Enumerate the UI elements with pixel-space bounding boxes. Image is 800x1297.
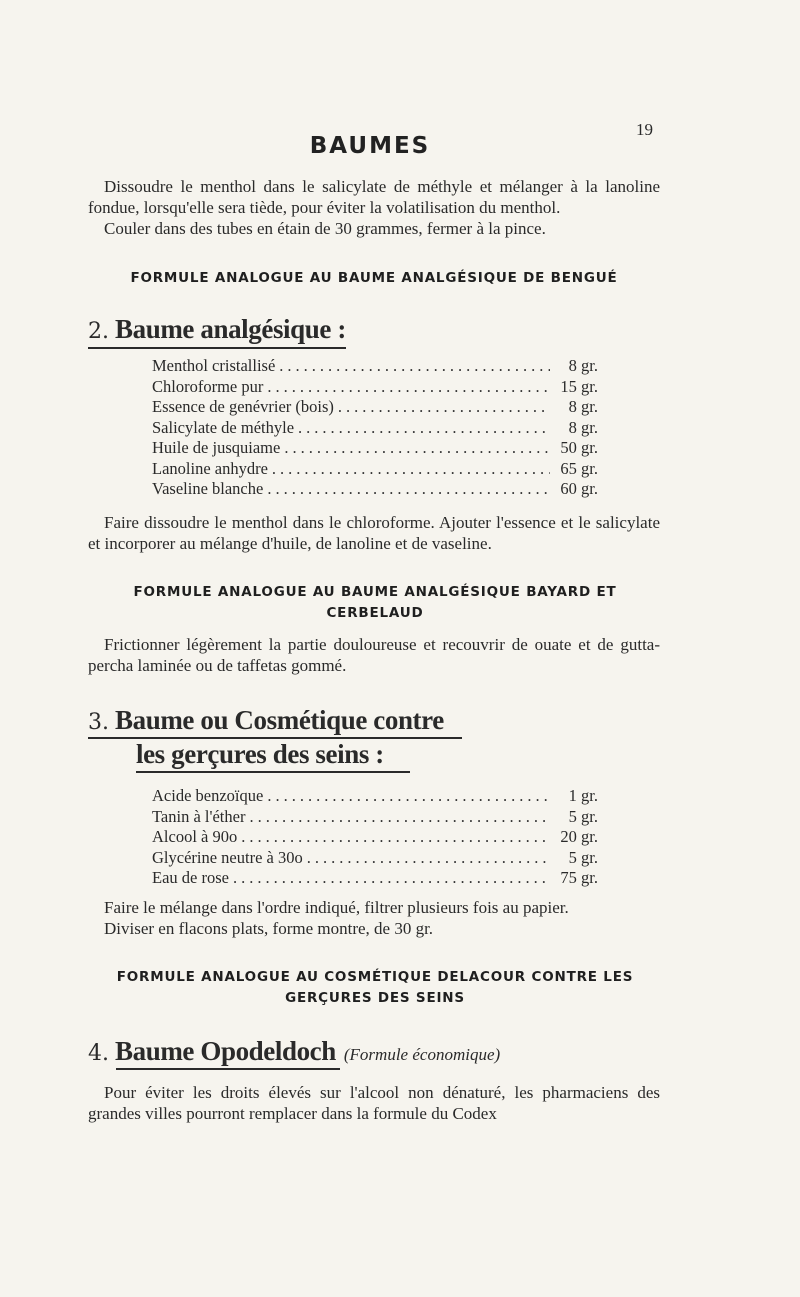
page-number: 19 <box>636 120 653 139</box>
ingredient-name: Glycérine neutre à 30o <box>152 847 303 867</box>
section-4-title: 4. Baume Opodeldoch (Formule économique) <box>88 1036 501 1066</box>
section2-ingredient-row <box>152 377 598 398</box>
ingredient-quantity: 8 gr. <box>568 417 598 437</box>
section-3-text <box>88 897 660 939</box>
ingredient-quantity: 8 gr. <box>568 397 598 416</box>
section-3-paragraph-2: Diviser en flacons plats, forme montre, de 30 gr. <box>104 919 434 938</box>
dot-leader <box>272 459 550 480</box>
section-4-subtitle: (Formule économique) <box>343 1045 501 1064</box>
dot-leader <box>267 377 550 398</box>
section3-ingredient-row <box>152 786 598 807</box>
dot-leader <box>241 827 550 848</box>
ingredient-quantity: 15 gr. <box>560 376 598 396</box>
ingredient-quantity: 65 gr. <box>560 458 598 478</box>
section-2-number: 2. <box>88 319 109 344</box>
section3-ingredient-row <box>152 868 598 889</box>
ingredient-name: Lanoline anhydre <box>152 458 268 478</box>
section-3-title-line-1: 3. Baume ou Cosmétique contre <box>88 705 444 735</box>
section-4-underline <box>116 1068 340 1070</box>
ingredient-name: Tanin à l'éther <box>152 806 246 826</box>
ingredient-quantity: 60 gr. <box>560 479 598 498</box>
ingredient-quantity: 75 gr. <box>560 868 598 887</box>
intro-paragraph-2: Couler dans des tubes en étain de 30 grammes, fermer à la pince. <box>104 219 546 238</box>
section-3-underline-2 <box>136 771 410 773</box>
dot-leader <box>249 807 550 828</box>
section2-ingredient-row <box>152 418 598 439</box>
ingredient-name: Chloroforme pur <box>152 376 264 396</box>
intro-paragraph-1: Dissoudre le menthol dans le salicylate de méthyle et mélanger à la lanoline fondue, lorsqu'elle sera tiède, pour éviter la volatilisation du menthol. <box>88 177 660 217</box>
section-2-instructions: Faire dissoudre le menthol dans le chloroforme. Ajouter l'essence et le salicylate et incorporer au mélange d'huile, de lanoline et de vaseline. <box>88 513 660 553</box>
dot-leader <box>233 868 550 889</box>
section3-ingredient-row <box>152 827 598 848</box>
section2-ingredient-row <box>152 397 598 418</box>
ingredient-name: Menthol cristallisé <box>152 356 276 375</box>
ingredient-quantity: 20 gr. <box>560 827 598 846</box>
section-2-ingredients <box>152 356 598 500</box>
ingredient-name: Essence de genévrier (bois) <box>152 397 334 416</box>
dot-leader <box>338 397 550 418</box>
section-3-title-line-2: les gerçures des seins : <box>136 739 384 769</box>
section-2-usage: Frictionner légèrement la partie douloureuse et recouvrir de ouate et de gutta-percha laminée ou de taffetas gommé. <box>88 635 660 675</box>
formule-bayard: FORMULE ANALOGUE AU BAUME ANALGÉSIQUE BAYARD ET CERBELAUD <box>133 584 617 621</box>
ingredient-name: Vaseline blanche <box>152 479 264 498</box>
ingredient-name: Salicylate de méthyle <box>152 417 295 437</box>
ingredient-quantity: 1 gr. <box>568 786 598 805</box>
section-3-number: 3. <box>88 710 109 735</box>
section3-ingredient-row <box>152 848 598 869</box>
intro-text <box>88 176 660 239</box>
section3-ingredient-row <box>152 807 598 828</box>
section-4-text: Pour éviter les droits élevés sur l'alcool non dénaturé, les pharmaciens des grandes villes pourront remplacer dans la formule du Codex <box>88 1083 660 1123</box>
ingredient-name: Eau de rose <box>152 868 229 887</box>
section-2-heading: Baume analgésique : <box>115 314 346 344</box>
dot-leader <box>284 438 550 459</box>
section2-ingredient-row <box>152 479 598 500</box>
ingredient-name: Acide benzoïque <box>152 786 264 805</box>
dot-leader <box>267 786 550 807</box>
section2-ingredient-row <box>152 438 598 459</box>
ingredient-quantity: 5 gr. <box>568 847 598 867</box>
ingredient-quantity: 50 gr. <box>560 438 598 457</box>
ingredient-quantity: 8 gr. <box>568 356 598 375</box>
section-4-number: 4. <box>88 1041 109 1066</box>
dot-leader <box>279 356 550 377</box>
section-3-paragraph-1: Faire le mélange dans l'ordre indiqué, filtrer plusieurs fois au papier. <box>104 898 569 917</box>
formule-bengue: FORMULE ANALOGUE AU BAUME ANALGÉSIQUE DE BENGUÉ <box>130 270 618 286</box>
dot-leader <box>267 479 550 500</box>
ingredient-quantity: 5 gr. <box>568 806 598 826</box>
section2-ingredient-row <box>152 356 598 377</box>
page-heading: BAUMES <box>309 133 431 159</box>
dot-leader <box>307 848 550 869</box>
section-3-ingredients <box>152 786 598 889</box>
section-2-underline <box>88 347 346 349</box>
dot-leader <box>298 418 550 439</box>
section-2-title <box>88 312 346 349</box>
section2-ingredient-row <box>152 459 598 480</box>
ingredient-name: Huile de jusquiame <box>152 438 281 457</box>
formule-delacour: FORMULE ANALOGUE AU COSMÉTIQUE DELACOUR CONTRE LES GERÇURES DES SEINS <box>116 969 634 1006</box>
ingredient-name: Alcool à 90o <box>152 827 238 846</box>
